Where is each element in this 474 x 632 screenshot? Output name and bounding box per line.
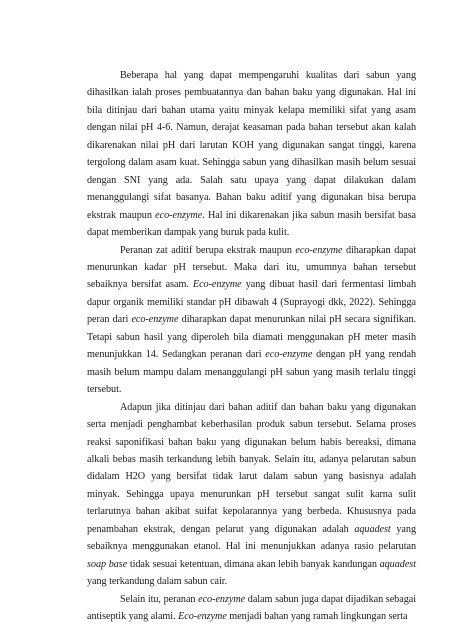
italic-term: Eco-enzyme — [192, 279, 242, 291]
text-run: Selain itu, peranan — [120, 593, 199, 605]
text-run: yang sebaiknya menggunakan etanol. Hal ini menunjukkan adanya rasio pelarutan — [87, 523, 416, 553]
text-run: diharapkan dapat menurunkan kadar pH tersebut. Maka dari itu, umumnya bahan tersebut sebaiknya bersifat asam. — [87, 244, 417, 291]
paragraph-4 — [87, 591, 416, 626]
paragraph-1 — [87, 67, 416, 242]
text-run: . Hal ini dikarenakan jika sabun masih bersifat basa dapat memberikan dampak yang buruk pada kulit. — [87, 209, 417, 239]
text-run: dalam sabun juga dapat dijadikan sebagai antiseptik yang alami. — [87, 593, 416, 623]
italic-term: eco-enzyme — [155, 209, 203, 221]
italic-term: eco-enzyme — [198, 593, 246, 605]
italic-term: aquadest — [379, 558, 416, 570]
text-run: yang terkandung dalam sabun cair. — [87, 576, 228, 588]
paragraph-3 — [87, 399, 416, 591]
text-run: menjadi bahan yang ramah lingkungan serta — [226, 611, 408, 623]
text-run: yang dibuat hasil dari fermentasi limbah dapur organik memiliki standar pH dibawah 4 (Suprayogi dkk, 2022). Sehingga peran dari — [87, 279, 416, 326]
italic-term: soap base — [87, 558, 128, 570]
italic-term: eco-enzyme — [265, 349, 313, 361]
text-run: diharapkan dapat menurunkan nilai pH secara signifikan. Tetapi sabun hasil yang diperoleh bila diamati menggunakan pH meter masih menunjukkan 14. Sedangkan peranan dari — [87, 314, 416, 361]
text-run: dengan pH yang rendah masih belum mampu dalam menanggulangi pH sabun yang masih terlalu tinggi tersebut. — [87, 349, 416, 396]
italic-term: aquadest — [354, 523, 391, 535]
body-text — [87, 67, 416, 626]
italic-term: Eco-enzyme — [178, 611, 227, 623]
text-run: tidak sesuai ketentuan, dimana akan lebih banyak kandungan — [127, 558, 380, 570]
text-run: Peranan zat aditif berupa ekstrak maupun — [120, 244, 296, 256]
italic-term: eco-enzyme — [295, 244, 343, 256]
italic-term: eco-enzyme — [131, 314, 179, 326]
text-run: Adapun jika ditinjau dari bahan aditif dan bahan baku yang digunakan serta menjadi penghambat keberhasilan produk sabun tersebut. Selama proses reaksi saponifikasi bahan baku yang digunakan belum habis bereaksi, dimana alkali bebas masih terkandung lebih banyak. Selain itu, adanya pelarutan sabun didalam H2O yang bersifat tidak larut dalam sabun yang basisnya adalah minyak. Sehingga upaya menurunkan pH tersebut sangat sulit karna sulit terlarutnya bahan akibat suifat kepolarannya yang berbeda. Khususnya pada penambahan ekstrak, dengan pelarut yang digunakan adalah — [87, 401, 416, 535]
text-run: Beberapa hal yang dapat mempengaruhi kualitas dari sabun yang dihasilkan ialah proses pembuatannya dan bahan baku yang digunakan. Hal ini bila ditinjau dari bahan utama yaitu minyak kelapa memiliki sifat yang asam dengan nilai pH 4-6. Namun, derajat keasaman pada bahan tersebut akan kalah dikarenakan nilai pH dari larutan KOH yang digunakan sangat tinggi, karena tergolong dalam asam kuat. Sehingga sabun yang dihasilkan masih belum sesuai dengan SNI yang ada. Salah satu upaya yang dapat dilakukan dalam menanggulangi sifat basanya. Bahan baku aditif yang digunakan bisa berupa ekstrak maupun — [87, 70, 416, 221]
paragraph-2 — [87, 242, 416, 399]
